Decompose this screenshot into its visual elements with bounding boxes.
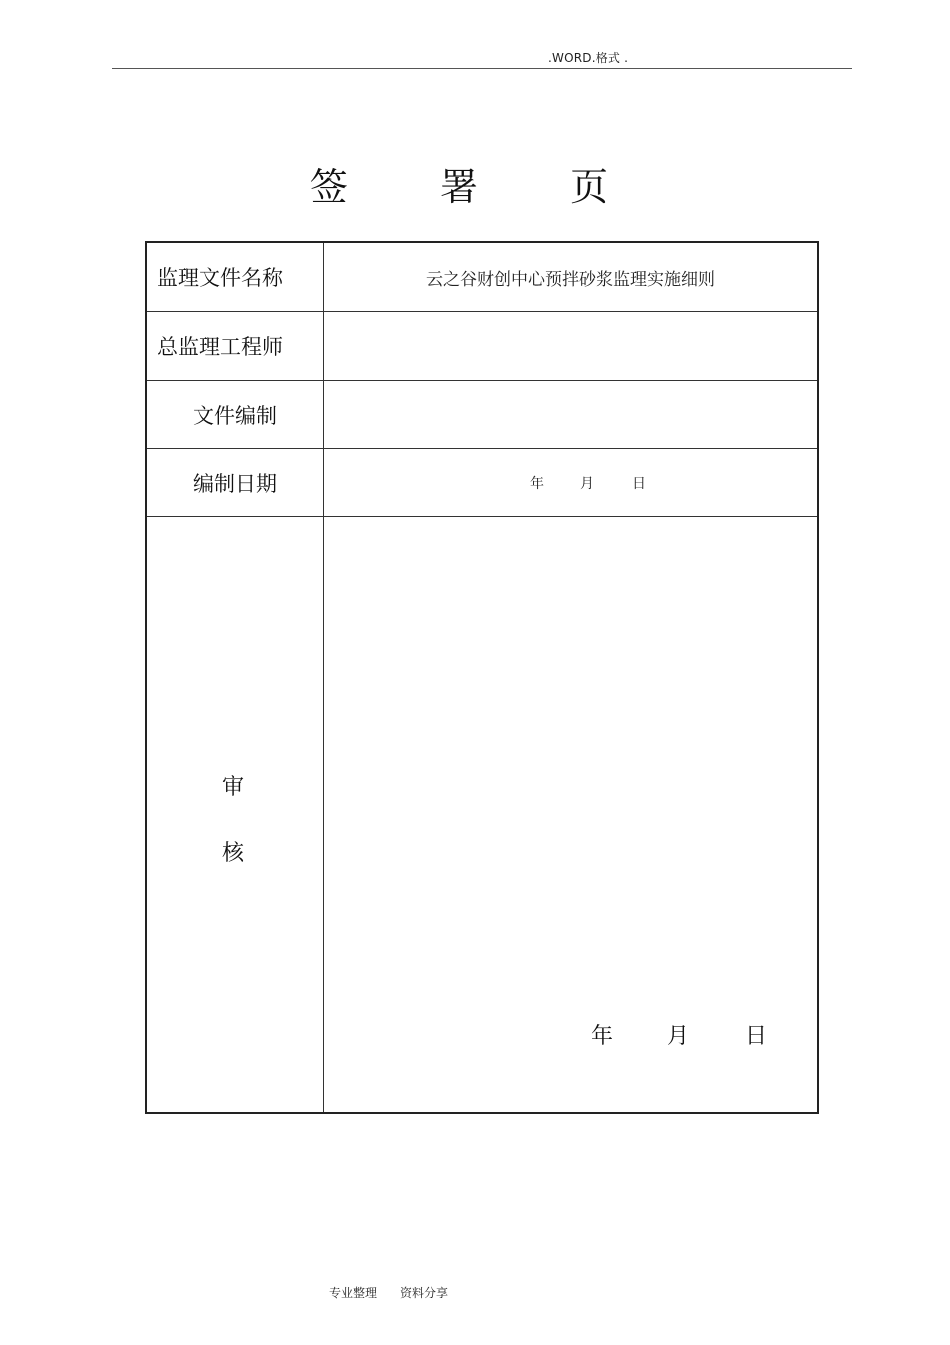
header-text: .WORD.格式 . [548, 51, 629, 65]
review-label-char-1: 审 [221, 775, 244, 800]
compilation-date-year: 年 [530, 476, 544, 492]
compilation-date-month: 月 [580, 476, 594, 492]
review-date-year: 年 [591, 1024, 614, 1049]
label-document-compilation: 文件编制 [193, 404, 277, 428]
review-label-char-2: 核 [221, 841, 244, 866]
row-divider [147, 448, 817, 449]
review-date-month: 月 [667, 1024, 690, 1049]
header-rule [112, 68, 852, 69]
review-date-day: 日 [745, 1024, 768, 1049]
page-title: 签 署 页 [309, 165, 649, 209]
row-divider [147, 311, 817, 312]
review-area[interactable] [324, 517, 817, 1112]
footer-left-text: 专业整理 [329, 1286, 378, 1300]
row-divider [147, 380, 817, 381]
label-document-name: 监理文件名称 [157, 266, 283, 290]
footer-right-text: 资料分享 [400, 1286, 449, 1300]
value-document-name: 云之谷财创中心预拌砂浆监理实施细则 [426, 270, 715, 290]
signature-table [145, 241, 819, 1114]
label-compilation-date: 编制日期 [193, 472, 277, 496]
compilation-date-day: 日 [632, 476, 646, 492]
label-chief-supervisor: 总监理工程师 [157, 335, 283, 359]
